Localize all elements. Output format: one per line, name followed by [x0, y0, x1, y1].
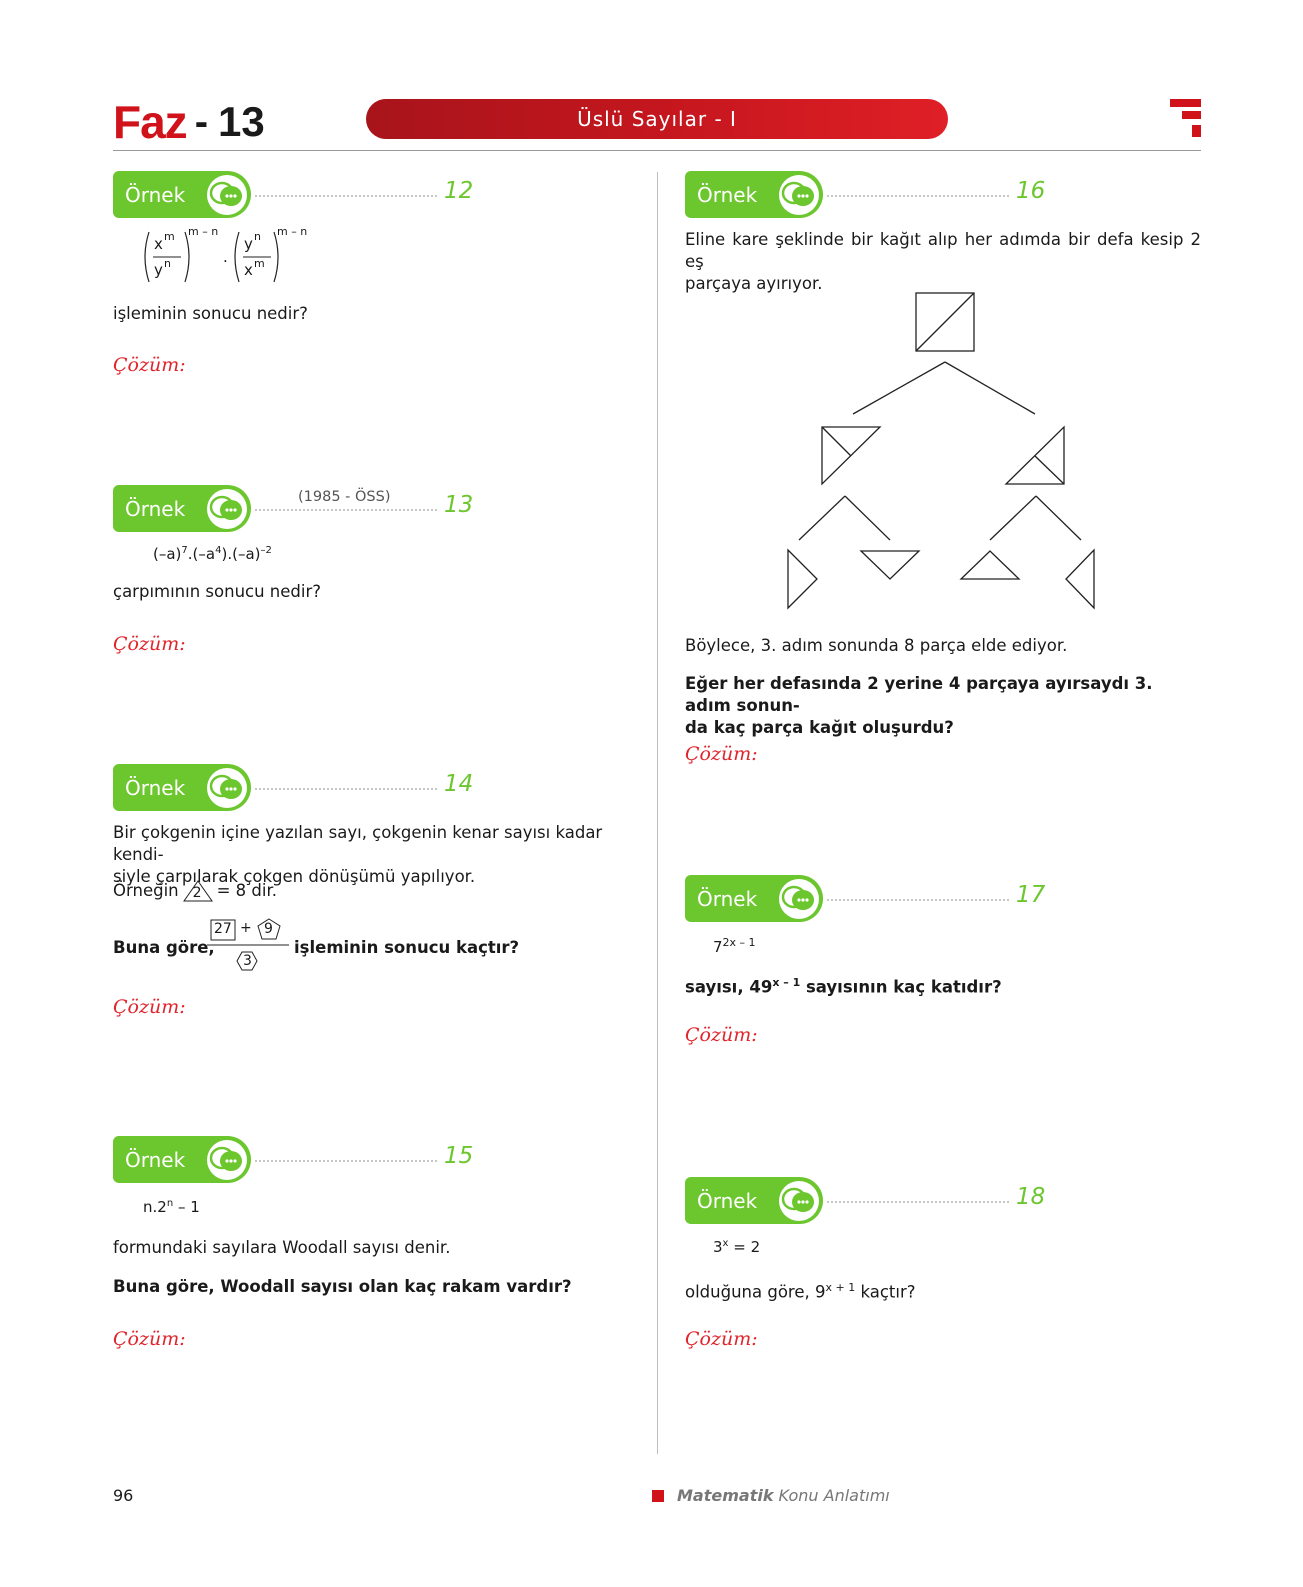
triangle-example-icon [183, 879, 213, 903]
y-exp-2: n [254, 230, 261, 243]
q17-exp: x – 1 [772, 976, 801, 989]
triangle-value: 2 [192, 885, 202, 901]
y-exp: n [164, 257, 171, 270]
q18-suffix: kaçtır? [855, 1282, 916, 1302]
statement-16: Böylece, 3. adım sonunda 8 parça elde ediyor. [685, 636, 1068, 655]
dotted-leader [255, 195, 437, 197]
outer-exp: m – n [188, 225, 219, 238]
chat-bubbles-icon [207, 768, 247, 808]
x-exp: m [164, 230, 175, 243]
formula-15 [143, 1198, 200, 1216]
example-number-16: 16 [1016, 178, 1046, 204]
q17-suffix: sayısının kaç katıdır? [800, 977, 1002, 997]
logo-text: Faz [113, 96, 187, 148]
page-number: 96 [113, 1486, 134, 1505]
f17-exp: 2x – 1 [722, 936, 756, 949]
f13-e2: 4 [215, 545, 222, 556]
ornek-label: Örnek [125, 1147, 186, 1172]
paper-cutting-tree-diagram [770, 290, 1110, 624]
f17-base: 7 [713, 938, 723, 956]
ornek-label: Örnek [125, 496, 186, 521]
column-divider [657, 172, 658, 1454]
chat-bubbles-icon [779, 879, 819, 919]
question-16-line1: Eğer her defasında 2 yerine 4 parçaya ayırsaydı 3. adım sonun- [685, 674, 1153, 715]
x-base-2: x [244, 261, 253, 279]
y-base: y [154, 261, 163, 279]
polygon-fraction [207, 918, 289, 976]
question-prefix-14: Buna göre, [113, 938, 215, 957]
ornek-badge-18 [685, 1177, 823, 1224]
ornek-label: Örnek [697, 182, 758, 207]
example-number-15: 15 [444, 1143, 474, 1169]
f15-tail: – 1 [173, 1198, 200, 1216]
logo-dash: - [194, 100, 209, 144]
f18-base: 3 [713, 1238, 723, 1256]
f18-tail: = 2 [728, 1238, 761, 1256]
ornek-label: Örnek [697, 886, 758, 911]
source-13: (1985 - ÖSS) [298, 489, 391, 505]
text-16-line1: Eline kare şeklinde bir kağıt alıp her adımda bir defa kesip 2 eş [685, 230, 1201, 271]
plus-sign: + [240, 920, 252, 936]
question-18 [685, 1277, 916, 1304]
f13-p1: (–a) [153, 545, 182, 563]
formula-13 [153, 545, 272, 563]
formula-12 [143, 225, 318, 286]
pentagon-value: 9 [264, 921, 273, 937]
y-base-2: y [244, 235, 253, 253]
text-16-line2: parçaya ayırıyor. [685, 274, 823, 293]
square-value: 27 [214, 921, 232, 937]
text-14-line1: Bir çokgenin içine yazılan sayı, çokgenin kenar sayısı kadar kendi- [113, 823, 603, 864]
q18-exp: x + 1 [825, 1281, 856, 1294]
example-prefix: Örneğin [113, 881, 179, 900]
logo-number: 13 [218, 98, 265, 145]
footer-red-square-icon [652, 1490, 664, 1502]
example-number-13: 13 [444, 492, 474, 518]
cozum-label: Çözüm: [113, 633, 186, 655]
ornek-badge-14 [113, 764, 251, 811]
formula-18 [713, 1238, 760, 1256]
example-suffix: = 8 dir. [216, 881, 277, 900]
hexagon-value: 3 [243, 953, 252, 969]
f13-e1: 7 [181, 545, 188, 556]
text-14-line2: siyle çarpılarak çokgen dönüşümü yapılıyor. [113, 867, 476, 886]
dotted-leader [827, 899, 1009, 901]
ornek-label: Örnek [125, 182, 186, 207]
cozum-label: Çözüm: [685, 1328, 758, 1350]
book-title-rest: Konu Anlatımı [773, 1486, 890, 1505]
ornek-badge-17 [685, 875, 823, 922]
cozum-label: Çözüm: [113, 996, 186, 1018]
formula-17 [713, 936, 756, 956]
logo-mark-icon [1170, 99, 1202, 143]
header-divider [113, 150, 1201, 151]
cozum-label: Çözüm: [685, 743, 758, 765]
chat-bubbles-icon [779, 1181, 819, 1221]
question-16 [685, 673, 1201, 739]
text-16 [685, 229, 1201, 295]
example-number-17: 17 [1016, 882, 1046, 908]
dotted-leader [255, 509, 437, 511]
q17-prefix: sayısı, 49 [685, 977, 773, 997]
ornek-badge-15 [113, 1136, 251, 1183]
faz-logo [113, 96, 265, 148]
example-number-18: 18 [1016, 1184, 1046, 1210]
x-base: x [154, 235, 163, 253]
chat-bubbles-icon [207, 175, 247, 215]
ornek-label: Örnek [125, 775, 186, 800]
dotted-leader [827, 1201, 1009, 1203]
book-title [677, 1486, 890, 1505]
question-15: Buna göre, Woodall sayısı olan kaç rakam vardır? [113, 1277, 572, 1296]
q18-prefix: olduğuna göre, 9 [685, 1282, 826, 1302]
question-17 [685, 972, 1002, 999]
dotted-leader [827, 195, 1009, 197]
question-12: işleminin sonucu nedir? [113, 304, 308, 323]
question-13: çarpımının sonucu nedir? [113, 582, 322, 601]
example-line-14 [113, 879, 277, 903]
chat-bubbles-icon [779, 175, 819, 215]
book-title-bold: Matematik [677, 1486, 774, 1505]
outer-exp-2: m – n [277, 225, 308, 238]
f15-base: n.2 [143, 1198, 167, 1216]
cozum-label: Çözüm: [113, 354, 186, 376]
ornek-badge-16 [685, 171, 823, 218]
cozum-label: Çözüm: [113, 1328, 186, 1350]
ornek-badge-13 [113, 485, 251, 532]
question-16-line2: da kaç parça kağıt oluşurdu? [685, 718, 954, 737]
dotted-leader [255, 1160, 437, 1162]
question-suffix-14: işleminin sonucu kaçtır? [294, 938, 520, 957]
x-exp-2: m [254, 257, 265, 270]
chapter-title: Üslü Sayılar - I [577, 107, 737, 131]
ornek-label: Örnek [697, 1188, 758, 1213]
dot: . [223, 248, 228, 266]
text-15: formundaki sayılara Woodall sayısı denir. [113, 1238, 451, 1257]
chat-bubbles-icon [207, 489, 247, 529]
ornek-badge-12 [113, 171, 251, 218]
f13-p2: .(–a [187, 545, 216, 563]
example-number-12: 12 [444, 178, 474, 204]
chat-bubbles-icon [207, 1140, 247, 1180]
f13-e3: –2 [260, 545, 272, 556]
cozum-label: Çözüm: [685, 1024, 758, 1046]
example-number-14: 14 [444, 771, 474, 797]
dotted-leader [255, 788, 437, 790]
f18-exp: x [722, 1238, 729, 1249]
f13-p3: ).(–a) [221, 545, 261, 563]
f15-exp: n [166, 1198, 174, 1209]
chapter-title-banner [366, 99, 948, 139]
